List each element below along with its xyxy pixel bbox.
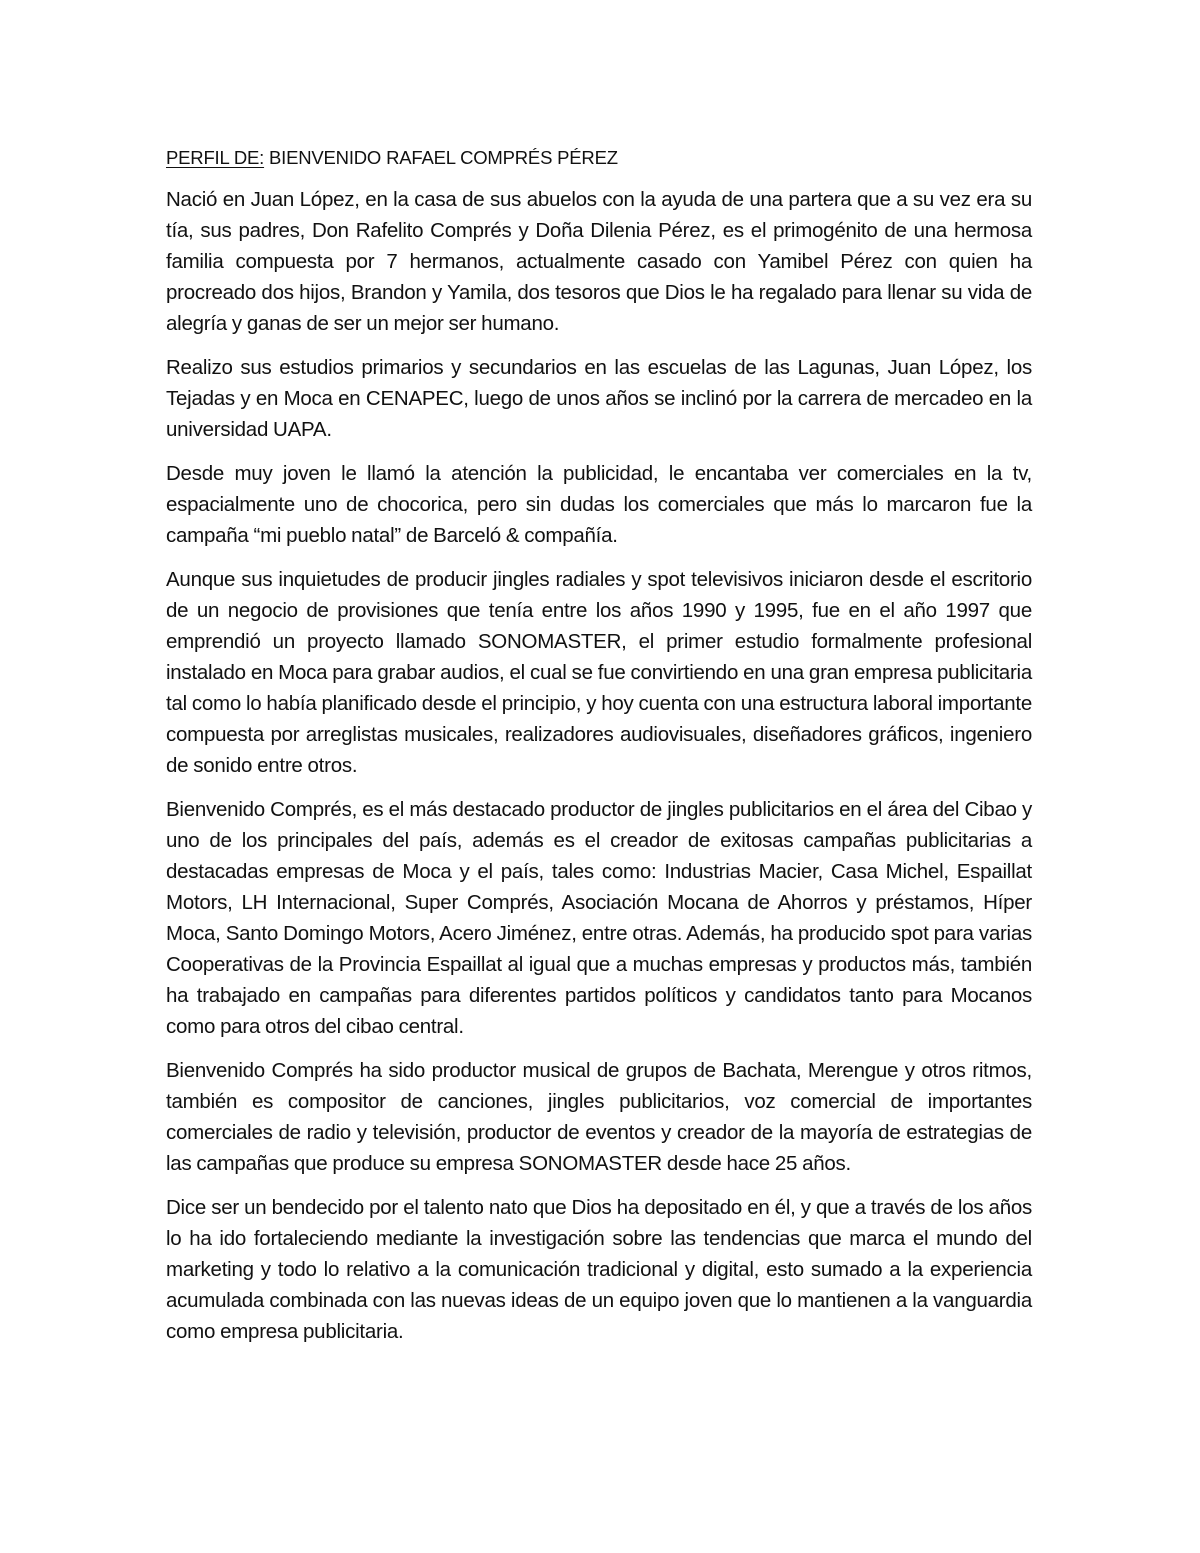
title-name: BIENVENIDO RAFAEL COMPRÉS PÉREZ <box>269 147 618 168</box>
document-body <box>166 142 1032 1347</box>
paragraph-music-producer: Bienvenido Comprés ha sido productor musical de grupos de Bachata, Merengue y otros ritmos, también es compositor de canciones, jingles publicitarios, voz comercial de importantes comerciales de radio y televisión, productor de eventos y creador de la mayoría de estrategias de las campañas que produce su empresa SONOMASTER desde hace 25 años. <box>166 1059 1032 1175</box>
paragraph-talent: Dice ser un bendecido por el talento nato que Dios ha depositado en él, y que a través de los años lo ha ido fortaleciendo mediante la investigación sobre las tendencias que marca el mundo del marketing y todo lo relativo a la comunicación tradicional y digital, esto sumado a la experiencia acumulada combinada con las nuevas ideas de un equipo joven que lo mantienen a la vanguardia como empresa publicitaria. <box>166 1196 1032 1343</box>
paragraph-sonomaster: Aunque sus inquietudes de producir jingles radiales y spot televisivos iniciaron desde el escritorio de un negocio de provisiones que tenía entre los años 1990 y 1995, fue en el año 1997 que emprendió un proyecto llamado SONOMASTER, el primer estudio formalmente profesional instalado en Moca para grabar audios, el cual se fue convirtiendo en una gran empresa publicitaria tal como lo había planificado desde el principio, y hoy cuenta con una estructura laboral importante compuesta por arreglistas musicales, realizadores audiovisuales, diseñadores gráficos, ingeniero de sonido entre otros. <box>166 568 1032 777</box>
title-label: PERFIL DE: <box>166 147 265 168</box>
paragraph-clients: Bienvenido Comprés, es el más destacado productor de jingles publicitarios en el área del Cibao y uno de los principales del país, además es el creador de exitosas campañas publicitarias a destacadas empresas de Moca y el país, tales como: Industrias Macier, Casa Michel, Espaillat Motors, LH Internacional, Super Comprés, Asociación Mocana de Ahorros y préstamos, Híper Moca, Santo Domingo Motors, Acero Jiménez, entre otras. Además, ha producido spot para varias Cooperativas de la Provincia Espaillat al igual que a muchas empresas y productos más, también ha trabajado en campañas para diferentes partidos políticos y candidatos tanto para Mocanos como para otros del cibao central. <box>166 798 1032 1038</box>
paragraph-early-interest: Desde muy joven le llamó la atención la publicidad, le encantaba ver comerciales en la tv, espacialmente uno de chocorica, pero sin dudas los comerciales que más lo marcaron fue la campaña “mi pueblo natal” de Barceló & compañía. <box>166 462 1032 547</box>
paragraph-birth: Nació en Juan López, en la casa de sus abuelos con la ayuda de una partera que a su vez era su tía, sus padres, Don Rafelito Comprés y Doña Dilenia Pérez, es el primogénito de una hermosa familia compuesta por 7 hermanos, actualmente casado con Yamibel Pérez con quien ha procreado dos hijos, Brandon y Yamila, dos tesoros que Dios le ha regalado para llenar su vida de alegría y ganas de ser un mejor ser humano. <box>166 188 1032 335</box>
document-title <box>166 142 1032 173</box>
paragraph-studies: Realizo sus estudios primarios y secundarios en las escuelas de las Lagunas, Juan López, los Tejadas y en Moca en CENAPEC, luego de unos años se inclinó por la carrera de mercadeo en la universidad UAPA. <box>166 356 1032 441</box>
